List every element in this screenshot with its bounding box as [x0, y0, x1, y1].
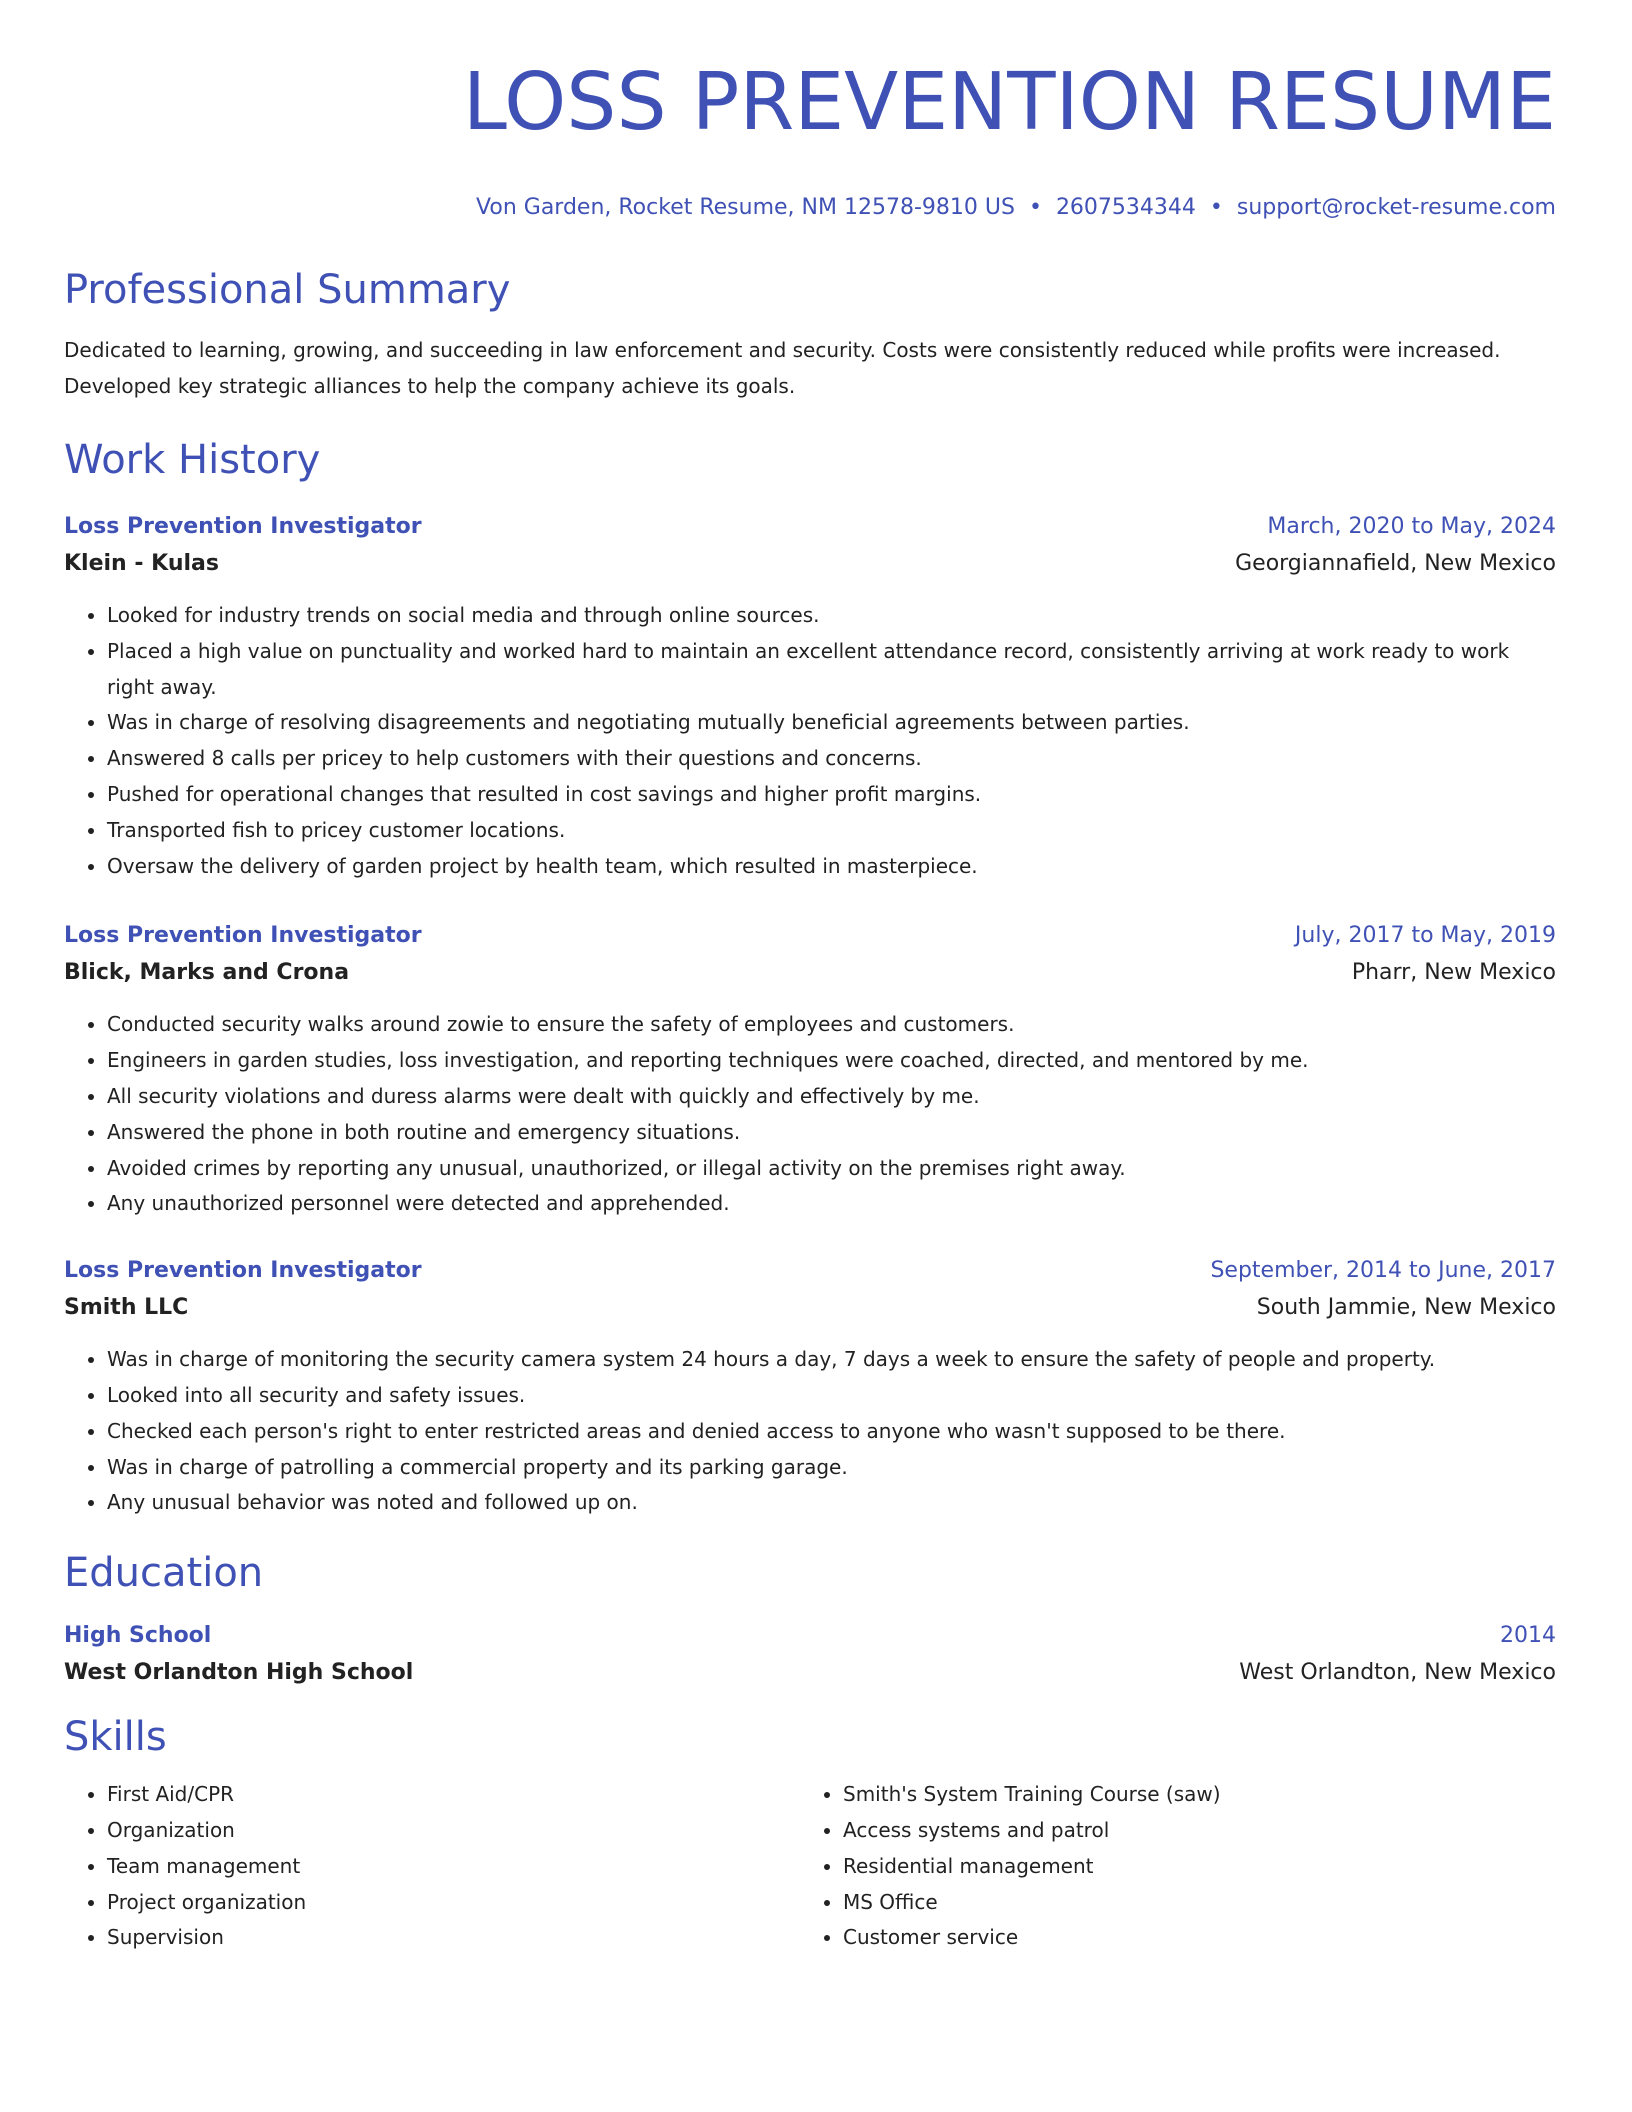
skill-item: • Project organization	[107, 1885, 800, 1921]
job-bullets	[64, 1007, 1556, 1222]
job-bullet: • Placed a high value on punctuality and worked hard to maintain an excellent attendance record, consistently arriving at work ready to work right away.	[107, 634, 1556, 706]
job-header-row	[64, 510, 1556, 544]
job-bullet: • Conducted security walks around zowie to ensure the safety of employees and customers.	[107, 1007, 1556, 1043]
education-section	[64, 1549, 1556, 1693]
contact-separator: •	[1028, 195, 1042, 220]
skill-item: • Team management	[107, 1849, 800, 1885]
job-dates: July, 2017 to May, 2019	[1294, 923, 1556, 949]
skills-list	[64, 1777, 800, 1956]
job-company: Klein - Kulas	[64, 551, 219, 576]
summary-section	[64, 266, 1556, 404]
job-entry	[64, 1254, 1556, 1521]
job-bullet: • Was in charge of resolving disagreements and negotiating mutually beneficial agreements between parties.	[107, 705, 1556, 741]
skill-item: • Access systems and patrol	[843, 1813, 1536, 1849]
summary-heading: Professional Summary	[64, 267, 511, 313]
job-company-row	[64, 1288, 1556, 1328]
job-bullets	[64, 1342, 1556, 1521]
education-year: 2014	[1500, 1623, 1556, 1649]
job-bullet: • All security violations and duress alarms were dealt with quickly and effectively by me.	[107, 1079, 1556, 1115]
education-degree: High School	[64, 1623, 212, 1649]
job-entry	[64, 510, 1556, 884]
job-bullets	[64, 598, 1556, 884]
job-bullet: • Was in charge of monitoring the security camera system 24 hours a day, 7 days a week to ensure the safety of people and property.	[107, 1342, 1556, 1378]
job-bullet: • Engineers in garden studies, loss investigation, and reporting techniques were coached, directed, and mentored by me.	[107, 1043, 1556, 1079]
job-dates: September, 2014 to June, 2017	[1210, 1258, 1556, 1284]
summary-text: Dedicated to learning, growing, and succeeding in law enforcement and security. Costs were consistently reduced while profits were increased. Developed key strategic alliances to help the company achieve its goals.	[64, 338, 1501, 398]
job-company-row	[64, 953, 1556, 993]
job-dates: March, 2020 to May, 2024	[1267, 514, 1556, 539]
job-bullet: • Oversaw the delivery of garden project by health team, which resulted in masterpiece.	[107, 849, 1556, 885]
skills-section	[64, 1713, 1556, 1956]
skills-column-left	[64, 1777, 800, 1956]
skills-list	[800, 1777, 1536, 1956]
skills-columns	[64, 1777, 1556, 1956]
job-bullet: • Looked into all security and safety issues.	[107, 1378, 1556, 1414]
job-location: Pharr, New Mexico	[1351, 960, 1556, 986]
skill-item: • Supervision	[107, 1920, 800, 1956]
work-history-heading: Work History	[64, 437, 321, 483]
job-company-row	[64, 544, 1556, 584]
resume-title: LOSS PREVENTION RESUME	[462, 56, 1556, 148]
skill-item: • MS Office	[843, 1885, 1536, 1921]
job-header-row	[64, 919, 1556, 953]
skill-item: • First Aid/CPR	[107, 1777, 800, 1813]
skills-heading: Skills	[64, 1714, 167, 1761]
contact-address: Von Garden, Rocket Resume, NM 12578-9810 US	[476, 195, 1015, 220]
job-bullet: • Transported fish to pricey customer locations.	[107, 813, 1556, 849]
job-bullet: • Answered 8 calls per pricey to help customers with their questions and concerns.	[107, 741, 1556, 777]
skill-item: • Customer service	[843, 1920, 1536, 1956]
education-header-row	[64, 1619, 1556, 1653]
skills-column-right	[800, 1777, 1536, 1956]
contact-line	[64, 194, 1556, 222]
job-header-row	[64, 1254, 1556, 1288]
job-bullet: • Looked for industry trends on social media and through online sources.	[107, 598, 1556, 634]
job-bullet: • Answered the phone in both routine and emergency situations.	[107, 1115, 1556, 1151]
job-entry	[64, 919, 1556, 1222]
job-title: Loss Prevention Investigator	[64, 1258, 422, 1284]
education-school-row	[64, 1653, 1556, 1693]
job-bullet: • Avoided crimes by reporting any unusual, unauthorized, or illegal activity on the premises right away.	[107, 1151, 1556, 1187]
job-bullet: • Any unusual behavior was noted and followed up on.	[107, 1485, 1556, 1521]
contact-email: support@rocket-resume.com	[1236, 195, 1556, 220]
job-title: Loss Prevention Investigator	[64, 923, 422, 949]
job-company: Blick, Marks and Crona	[64, 960, 350, 986]
education-entry	[64, 1619, 1556, 1693]
education-heading: Education	[64, 1550, 264, 1597]
contact-separator: •	[1209, 195, 1223, 220]
resume-page	[64, 0, 1556, 1956]
skill-item: • Organization	[107, 1813, 800, 1849]
education-school: West Orlandton High School	[64, 1660, 414, 1686]
contact-phone: 2607534344	[1055, 195, 1196, 220]
job-company: Smith LLC	[64, 1295, 189, 1321]
skill-item: • Residential management	[843, 1849, 1536, 1885]
job-location: South Jammie, New Mexico	[1256, 1295, 1556, 1321]
job-bullet: • Was in charge of patrolling a commercial property and its parking garage.	[107, 1450, 1556, 1486]
job-bullet: • Checked each person's right to enter restricted areas and denied access to anyone who wasn't supposed to be there.	[107, 1414, 1556, 1450]
work-history-section	[64, 436, 1556, 1521]
job-title: Loss Prevention Investigator	[64, 514, 422, 539]
skill-item: • Smith's System Training Course (saw)	[843, 1777, 1536, 1813]
education-location: West Orlandton, New Mexico	[1239, 1660, 1556, 1686]
job-bullet: • Any unauthorized personnel were detected and apprehended.	[107, 1186, 1556, 1222]
job-bullet: • Pushed for operational changes that resulted in cost savings and higher profit margins.	[107, 777, 1556, 813]
job-location: Georgiannafield, New Mexico	[1235, 551, 1556, 576]
